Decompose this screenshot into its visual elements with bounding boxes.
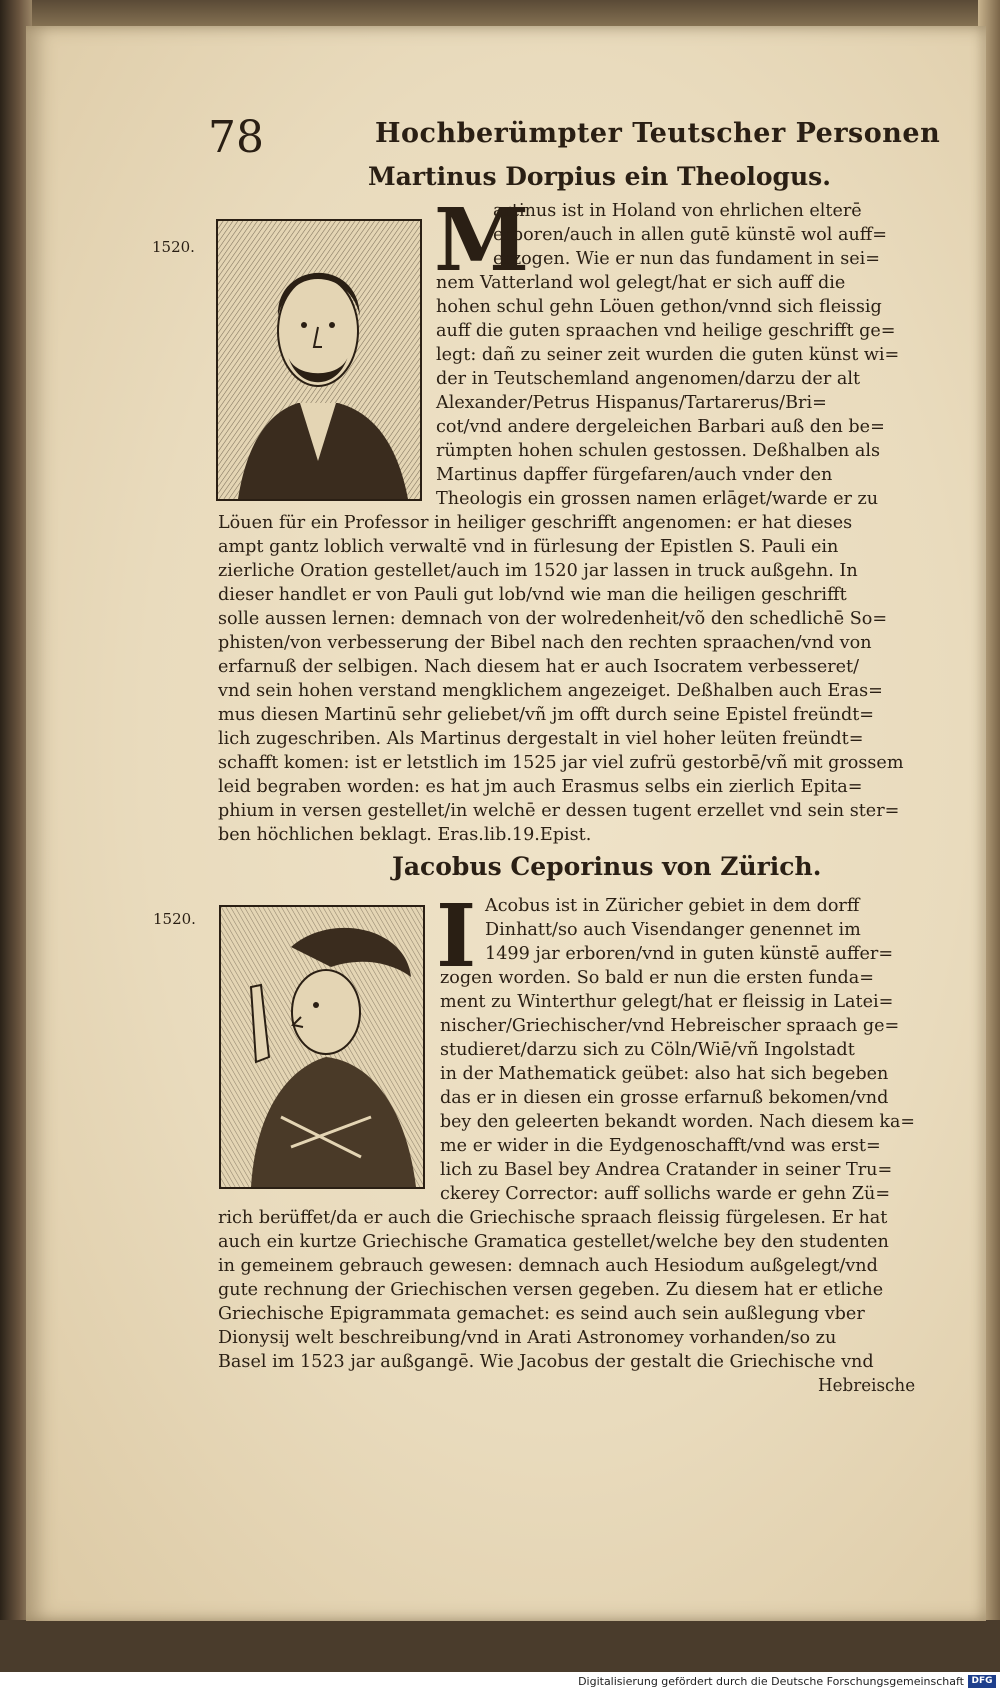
text-line: Dinhatt/so auch Visendanger genennet im bbox=[485, 920, 861, 940]
entry-title-dorpius: Martinus Dorpius ein Theologus. bbox=[368, 162, 831, 191]
text-line: bey den geleerten bekandt worden. Nach diesem ka= bbox=[440, 1112, 915, 1132]
text-line: artinus ist in Holand von ehrlichen elterē bbox=[493, 201, 862, 221]
text-line: der in Teutschemland angenomen/darzu der alt bbox=[436, 369, 861, 389]
woodcut-portrait-dorpius bbox=[216, 219, 422, 501]
text-line: Martinus dapffer fürgefaren/auch vnder den bbox=[436, 465, 833, 485]
text-line: Acobus ist in Züricher gebiet in dem dorff bbox=[485, 896, 860, 916]
text-line: phisten/von verbesserung der Bibel nach den rechten spraachen/vnd von bbox=[218, 633, 872, 653]
text-line: legt: dañ zu seiner zeit wurden die guten künst wi= bbox=[436, 345, 900, 365]
text-line: lich zugeschriben. Als Martinus dergestalt in viel hoher leüten freündt= bbox=[218, 729, 864, 749]
text-line: rich berüffet/da er auch die Griechische spraach fleissig fürgelesen. Er hat bbox=[218, 1208, 888, 1228]
catchword: Hebreische bbox=[818, 1376, 916, 1396]
text-line: dieser handlet er von Pauli gut lob/vnd wie man die heiligen geschrifft bbox=[218, 585, 847, 605]
text-line: auff die guten spraachen vnd heilige geschrifft ge= bbox=[436, 321, 896, 341]
text-line: Dionysij welt beschreibung/vnd in Arati Astronomey vorhanden/so zu bbox=[218, 1328, 837, 1348]
text-line: schafft komen: ist er letstlich im 1525 jar viel zufrü gestorbē/vñ mit grossem bbox=[218, 753, 904, 773]
text-line: mus diesen Martinū sehr geliebet/vñ jm offt durch seine Epistel freündt= bbox=[218, 705, 875, 725]
text-line: das er in diesen ein grosse erfarnuß bekomen/vnd bbox=[440, 1088, 889, 1108]
woodcut-portrait-ceporinus bbox=[219, 905, 425, 1189]
text-line: zierliche Oration gestellet/auch im 1520 jar lassen in truck außgehn. In bbox=[218, 561, 858, 581]
text-line: zogen worden. So bald er nun die ersten funda= bbox=[440, 968, 875, 988]
text-line: gute rechnung der Griechischen versen gegeben. Zu diesem hat er etliche bbox=[218, 1280, 884, 1300]
margin-year-dorpius: 1520. bbox=[152, 238, 195, 256]
text-line: Griechische Epigrammata gemachet: es seind auch sein außlegung vber bbox=[218, 1304, 865, 1324]
dfg-credit-text: Digitalisierung gefördert durch die Deutsche Forschungsgemeinschaft bbox=[578, 1675, 964, 1688]
text-line: phium in versen gestellet/in welchē er dessen tugent erzellet vnd sein ster= bbox=[218, 801, 900, 821]
text-line: ampt gantz loblich verwaltē vnd in fürlesung der Epistlen S. Pauli ein bbox=[218, 537, 839, 557]
text-line: ment zu Winterthur gelegt/hat er fleissig in Latei= bbox=[440, 992, 894, 1012]
text-line: erfarnuß der selbigen. Nach diesem hat er auch Isocratem verbesseret/ bbox=[218, 657, 860, 677]
text-line: ckerey Corrector: auff sollichs warde er gehn Zü= bbox=[440, 1184, 891, 1204]
dfg-logo-icon: DFG bbox=[968, 1675, 996, 1688]
text-line: nem Vatterland wol gelegt/hat er sich auff die bbox=[436, 273, 846, 293]
text-line: solle aussen lernen: demnach von der wolredenheit/võ den schedlichē So= bbox=[218, 609, 888, 629]
page-number: 78 bbox=[208, 112, 264, 163]
text-line: in gemeinem gebrauch gewesen: demnach auch Hesiodum außgelegt/vnd bbox=[218, 1256, 878, 1276]
entry-title-ceporinus: Jacobus Ceporinus von Zürich. bbox=[392, 852, 822, 881]
margin-year-ceporinus: 1520. bbox=[153, 910, 196, 928]
text-line: erzogen. Wie er nun das fundament in sei= bbox=[493, 249, 881, 269]
text-line: vnd sein hohen verstand mengklichem angezeiget. Deßhalben auch Eras= bbox=[218, 681, 883, 701]
text-line: nischer/Griechischer/vnd Hebreischer spraach ge= bbox=[440, 1016, 900, 1036]
text-line: 1499 jar erboren/vnd in guten künstē auffer= bbox=[485, 944, 894, 964]
dropcap-dorpius: M bbox=[434, 190, 530, 291]
text-line: me er wider in die Eydgenoschafft/vnd was erst= bbox=[440, 1136, 881, 1156]
text-line: rümpten hohen schulen gestossen. Deßhalben als bbox=[436, 441, 881, 461]
dropcap-ceporinus: I bbox=[436, 886, 477, 987]
text-line: Alexander/Petrus Hispanus/Tartarerus/Bri= bbox=[436, 393, 827, 413]
text-line: Löuen für ein Professor in heiliger geschrifft angenomen: er hat dieses bbox=[218, 513, 853, 533]
text-line: cot/vnd andere dergeleichen Barbari auß den be= bbox=[436, 417, 885, 437]
text-line: ben höchlichen beklagt. Eras.lib.19.Epist. bbox=[218, 825, 592, 845]
text-line: erboren/auch in allen gutē künstē wol auff= bbox=[493, 225, 888, 245]
text-line: in der Mathematick geübet: also hat sich begeben bbox=[440, 1064, 889, 1084]
text-line: Theologis ein grossen namen erlāget/warde er zu bbox=[436, 489, 879, 509]
text-line: leid begraben worden: es hat jm auch Erasmus selbs ein zierlich Epita= bbox=[218, 777, 863, 797]
digitization-footer bbox=[0, 1672, 1000, 1690]
running-head: Hochberümpter Teutscher Personen bbox=[375, 118, 941, 149]
text-line: auch ein kurtze Griechische Gramatica gestellet/welche bey den studenten bbox=[218, 1232, 889, 1252]
text-line: studieret/darzu sich zu Cöln/Wiē/vñ Ingolstadt bbox=[440, 1040, 855, 1060]
text-line: lich zu Basel bey Andrea Cratander in seiner Tru= bbox=[440, 1160, 893, 1180]
text-line: Basel im 1523 jar außgangē. Wie Jacobus der gestalt die Griechische vnd bbox=[218, 1352, 874, 1372]
text-line: hohen schul gehn Löuen gethon/vnnd sich fleissig bbox=[436, 297, 882, 317]
